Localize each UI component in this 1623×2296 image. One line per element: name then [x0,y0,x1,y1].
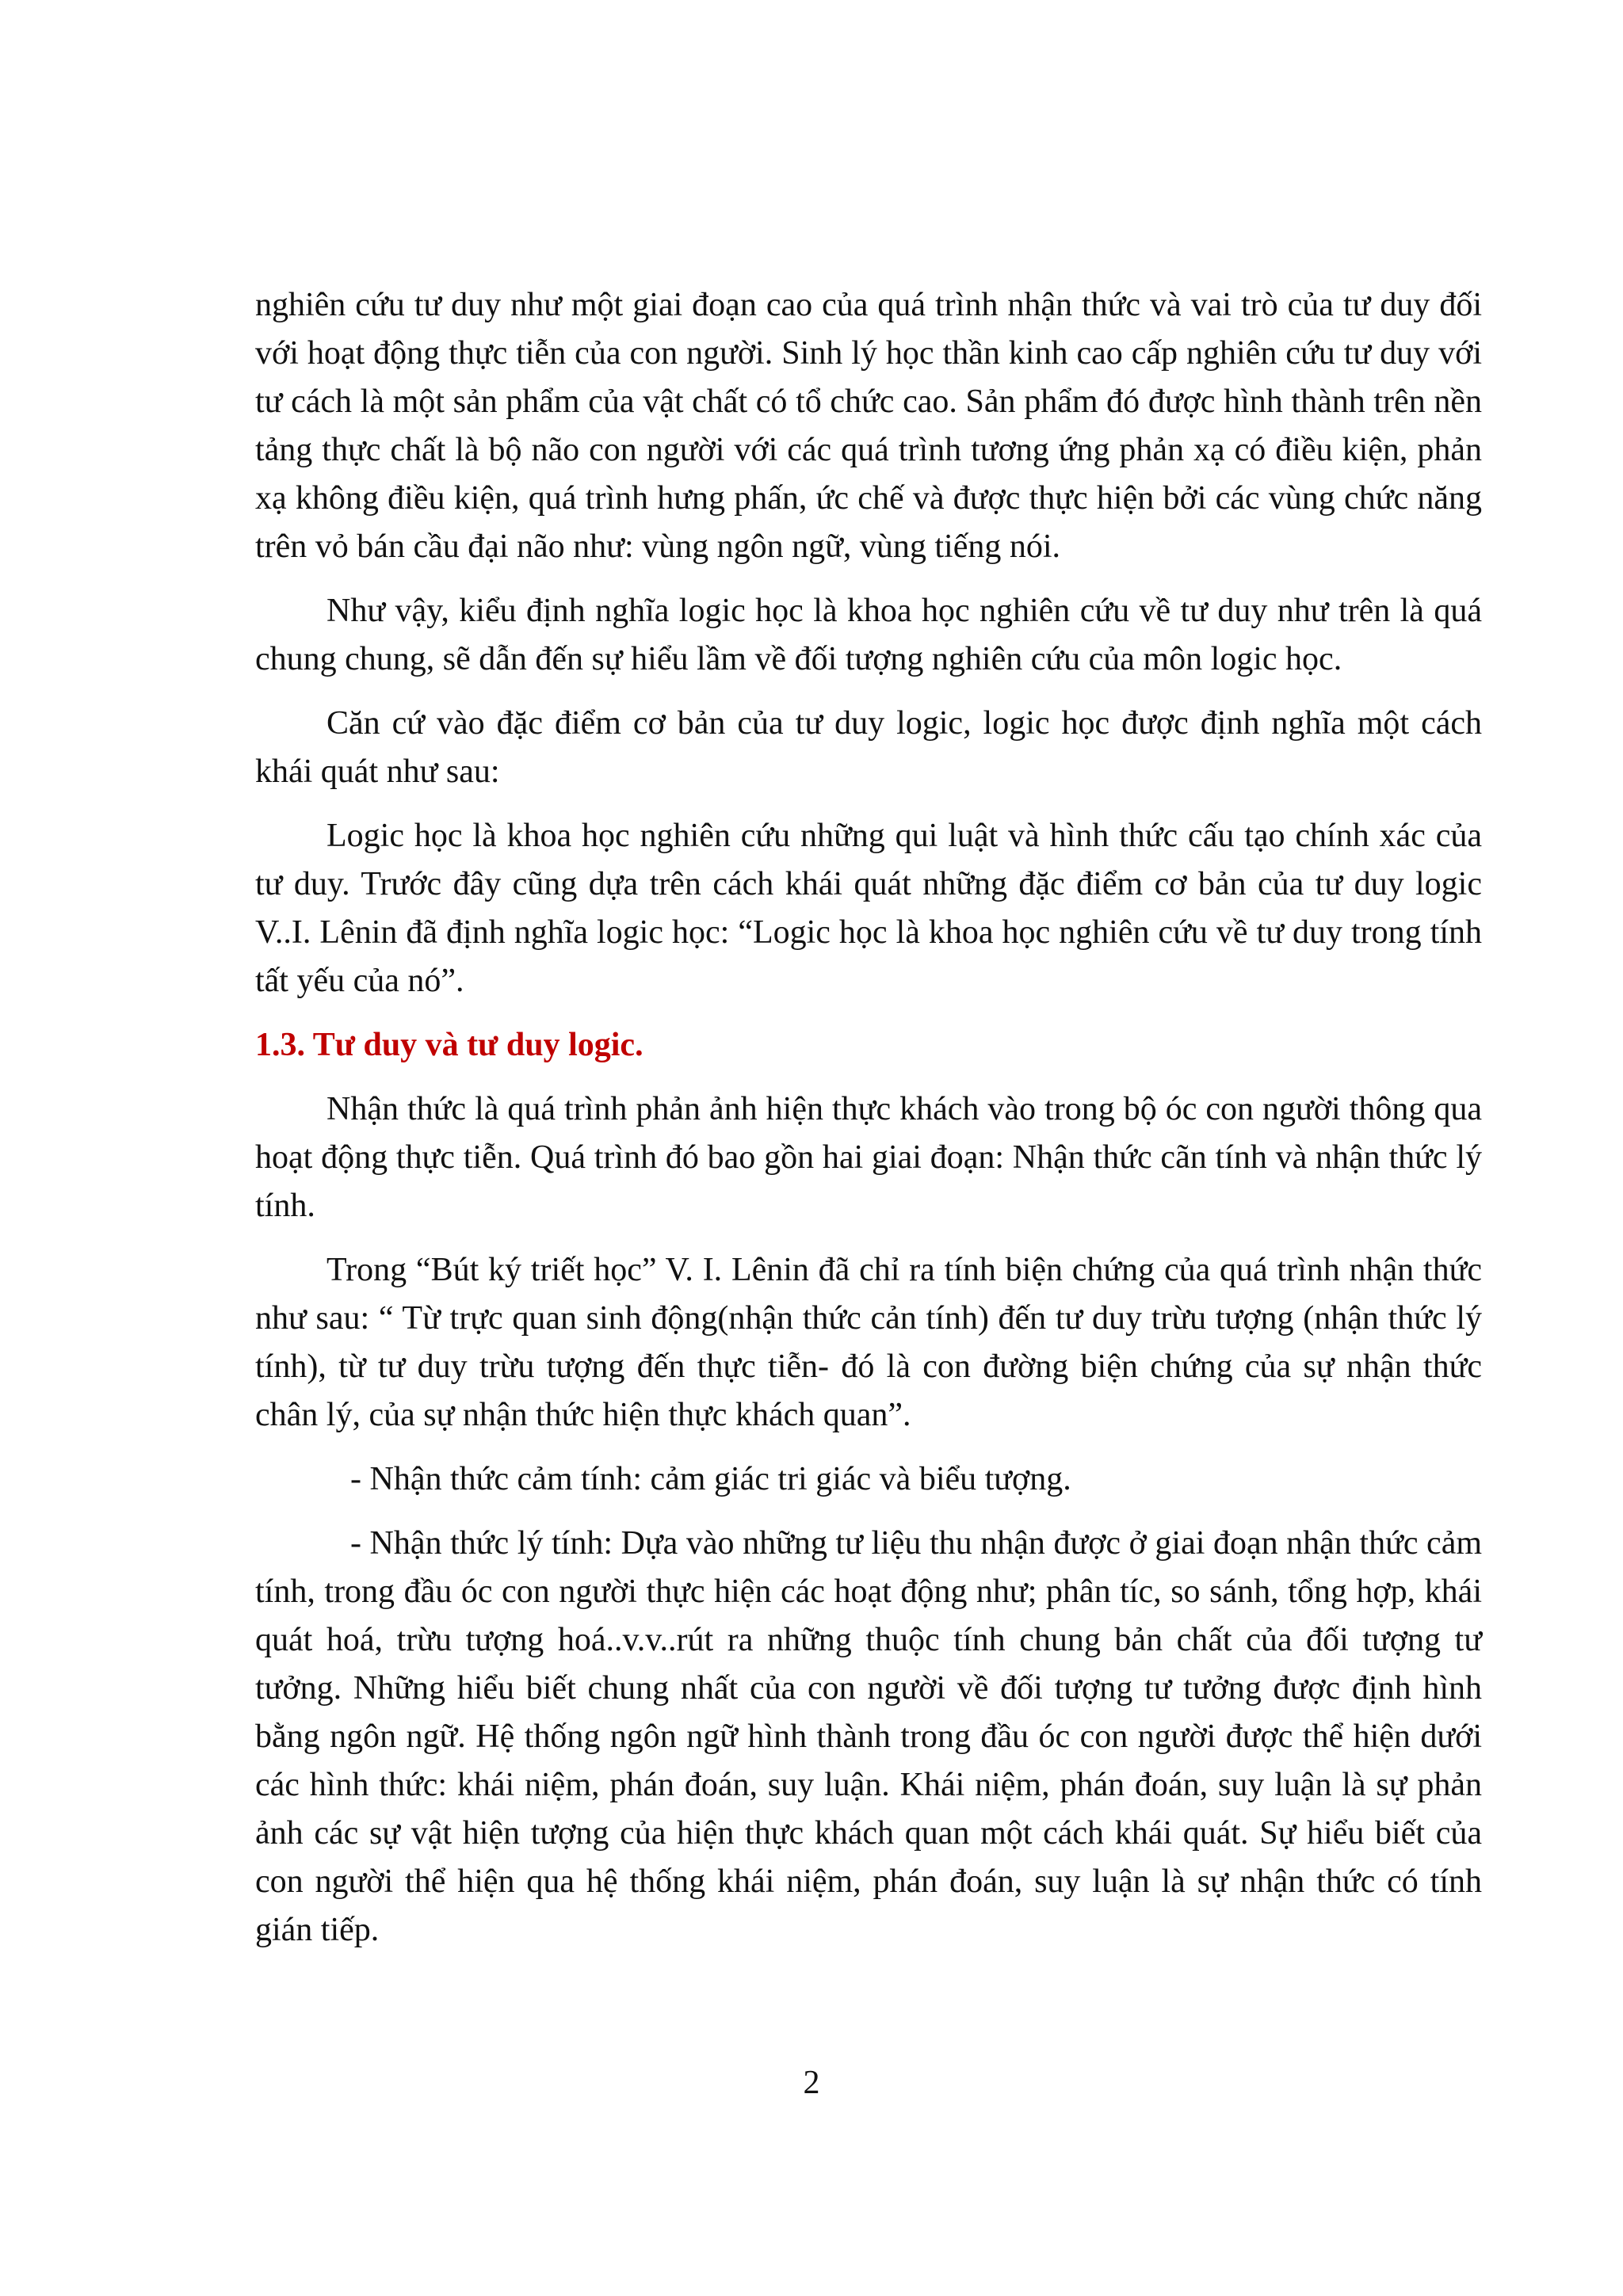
page-body [255,281,1482,1970]
bullet-item-1: - Nhận thức cảm tính: cảm giác tri giác và biểu tượng. [350,1461,1071,1497]
paragraph-4: Logic học là khoa học nghiên cứu những qui luật và hình thức cấu tạo chính xác của tư duy. Trước đây cũng dựa trên cách khái quát những đặc điểm cơ bản của tư duy logic V..I. Lênin đã định nghĩa logic học: “Logic học là khoa học nghiên cứu về tư duy trong tính tất yếu của nó”. [255,818,1482,999]
bullet-item-2: - Nhận thức lý tính: Dựa vào những tư liệu thu nhận được ở giai đoạn nhận thức cảm tính, trong đầu óc con người thực hiện các hoạt động như; phân tíc, so sánh, tổng hợp, khái quát hoá, trừu tượng hoá..v.v..rút ra những thuộc tính chung bản chất của đối tượng tư tưởng. Những hiểu biết chung nhất của con người về đối tượng tư tưởng được định hình bằng ngôn ngữ. Hệ thống ngôn ngữ hình thành trong đầu óc con người được thể hiện dưới các hình thức: khái niệm, phán đoán, suy luận. Khái niệm, phán đoán, suy luận là sự phản ảnh các sự vật hiện tượng của hiện thực khách quan một cách khái quát. Sự hiểu biết của con người thể hiện qua hệ thống khái niệm, phán đoán, suy luận là sự nhận thức có tính gián tiếp. [255,1525,1482,1948]
paragraph-6: Trong “Bút ký triết học” V. I. Lênin đã chỉ ra tính biện chứng của quá trình nhận thức như sau: “ Từ trực quan sinh động(nhận thức cản tính) đến tư duy trừu tượng (nhận thức lý tính), từ tư duy trừu tượng đến thực tiễn- đó là con đường biện chứng của sự nhận thức chân lý, của sự nhận thức hiện thực khách quan”. [255,1252,1482,1433]
paragraph-5: Nhận thức là quá trình phản ảnh hiện thực khách vào trong bộ óc con người thông qua hoạt động thực tiễn. Quá trình đó bao gồn hai giai đoạn: Nhận thức cãn tính và nhận thức lý tính. [255,1091,1482,1224]
paragraph-2: Như vậy, kiểu định nghĩa logic học là khoa học nghiên cứu về tư duy như trên là quá chung chung, sẽ dẫn đến sự hiểu lầm về đối tượng nghiên cứu của môn logic học. [255,593,1482,677]
page-number: 2 [803,2065,820,2101]
section-heading: 1.3. Tư duy và tư duy logic. [255,1027,643,1063]
paragraph-3: Căn cứ vào đặc điểm cơ bản của tư duy logic, logic học được định nghĩa một cách khái quát như sau: [255,705,1482,790]
paragraph-1: nghiên cứu tư duy như một giai đoạn cao của quá trình nhận thức và vai trò của tư duy đối với hoạt động thực tiễn của con người. Sinh lý học thần kinh cao cấp nghiên cứu tư duy với tư cách là một sản phẩm của vật chất có tổ chức cao. Sản phẩm đó được hình thành trên nền tảng thực chất là bộ não con người với các quá trình tương ứng phản xạ có điều kiện, phản xạ không điều kiện, quá trình hưng phấn, ức chế và được thực hiện bởi các vùng chức năng trên vỏ bán cầu đại não như: vùng ngôn ngữ, vùng tiếng nói. [255,287,1482,565]
